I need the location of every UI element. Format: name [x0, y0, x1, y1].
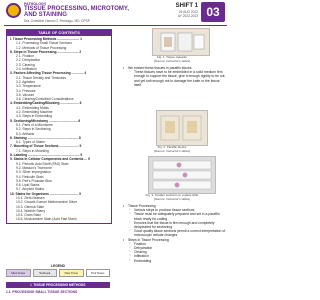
- sub-bullet-item: ○ Fixation: [122, 242, 226, 246]
- figure2-source: [Source: Instructor's slides]: [154, 148, 190, 153]
- legend-item-must-know: Must Know: [6, 269, 31, 277]
- toc-section-item[interactable]: I. Tissue Processing Methods ........................ 1: [10, 37, 82, 41]
- document-title-line1: TISSUE PROCESSING, MICROTOMY,: [24, 6, 129, 12]
- figure-tissue-cassette: [152, 28, 210, 56]
- bullet-item: • Tissue Processing: [122, 204, 226, 208]
- paraffin-bullets: [122, 66, 226, 87]
- sub-bullet-item: ○ Clearing: [122, 250, 226, 254]
- figure2-label: Fig. 2. Paraffin blocks: [157, 145, 187, 149]
- toc-section-item[interactable]: 5. Sectioning/Microtomy ............................... 6: [10, 118, 81, 123]
- instructor-name: Dra. Celestine Hanna G. Feniazgo, MD, DPSP: [24, 18, 90, 23]
- toc-subsection-item[interactable]: 10.5. Gram Stain: [16, 213, 41, 218]
- subsection-heading: 1.1. PROCESSING SMALL TISSUE SECTIONS: [6, 290, 78, 294]
- figure-paraffin-blocks: [156, 110, 208, 146]
- header-meta-block: [168, 3, 198, 18]
- header-title-block: [24, 2, 174, 23]
- legend-item-prof-notes: Prof Notes: [86, 269, 111, 277]
- toc-subsection-item[interactable]: 3.1. Tissue Density and Thickness: [16, 75, 66, 80]
- figure3-label: Fig. 3. Smaller sections on a glass slide: [145, 193, 199, 197]
- tissue-cassette-image: [153, 29, 209, 55]
- toc-subsection-item[interactable]: 3.2. Agitation: [16, 79, 36, 84]
- figure2-caption: [120, 146, 224, 153]
- toc-section-item[interactable]: 8. Labeling ........................................................ 9: [10, 153, 83, 158]
- legend-item-textbook: Textbook: [33, 269, 58, 277]
- toc-section-item[interactable]: 4. Embedding/Casting/Blocking .................... 6: [10, 101, 82, 106]
- legend: [6, 264, 110, 277]
- toc-subsection-item[interactable]: 10.1. Ziehl-Neelsen: [16, 195, 45, 200]
- toc-subsection-item[interactable]: 3.3. Temperature: [16, 84, 41, 89]
- toc-subsection-item[interactable]: 9.7. Amyloid Stains: [16, 187, 45, 192]
- toc-section-item[interactable]: 10. Stains for Organisms ............................... 9: [10, 191, 81, 196]
- paraffin-blocks-image: [157, 111, 207, 145]
- toc-subsection-item[interactable]: 2.3. Clearing: [16, 62, 35, 67]
- toc-subsection-item[interactable]: 4.1. Embedding Molds: [16, 105, 49, 110]
- toc-section-item[interactable]: II. Steps in Tissue Processing ....................... 2: [10, 49, 82, 54]
- sub-bullet-item: ○ Tissue must be adequately prepared and set in a paraffin block ready for cutting: [122, 212, 226, 220]
- glass-slides-image: [149, 157, 215, 193]
- sub-bullet-item: ○ Infiltration: [122, 254, 226, 258]
- toc-subsection-item[interactable]: 1.2. Methods of Tissue Processing: [16, 45, 67, 50]
- sub-bullet-item: ○ Various steps to produce tissue sections: [122, 208, 226, 212]
- shift-label: SHIFT 1: [175, 3, 198, 9]
- legend-title: LEGEND: [51, 264, 65, 268]
- toc-subsection-item[interactable]: 3.4. Pressure: [16, 88, 36, 93]
- toc-subsection-item[interactable]: 9.2. Masson's Trichrome: [16, 165, 52, 170]
- toc-subsection-item[interactable]: 2.4. Infiltration: [16, 67, 37, 72]
- toc-subsection-item[interactable]: 9.1. Periodic Acid Schiff (PAS) Stain: [16, 161, 69, 166]
- school-logo-icon: [6, 3, 21, 18]
- toc-subsection-item[interactable]: 9.5. Perl's Prussian Blue: [16, 178, 52, 183]
- figure3-caption: [120, 194, 224, 201]
- bullet-item: • Steps in Tissue Processing: [122, 238, 226, 242]
- figure-glass-slides: [148, 156, 216, 194]
- toc-subsection-item[interactable]: 10.4. Warthin Starry: [16, 208, 46, 213]
- trans-number-badge: 03: [201, 2, 225, 22]
- tissue-processing-bullets: [122, 204, 226, 263]
- figure1-label: Fig. 1. Tissue cassette: [157, 55, 187, 59]
- toc-subsection-item[interactable]: 4.3. Steps in Embedding: [16, 114, 52, 119]
- sub-bullet-item: ○ Ensures that the tissue is firm enough and completely dehydrated for sectioning: [122, 221, 226, 229]
- sub-bullet-item: ○ Embedding: [122, 259, 226, 263]
- toc-section-item[interactable]: 6. Staining ....................................................... 8: [10, 135, 81, 140]
- toc-subsection-item[interactable]: 4.2. Embedding Machine: [16, 110, 53, 115]
- toc-subsection-item[interactable]: 10.3. Giemsa Stain: [16, 204, 45, 209]
- toc-subsection-item[interactable]: 9.3. Silver Impregnation: [16, 170, 51, 175]
- toc-title: TABLE OF CONTENTS: [7, 30, 111, 36]
- toc-subsection-item[interactable]: 9.4. Reticulin Stain: [16, 174, 44, 179]
- figure1-source: [Source: Instructor's slides]: [154, 58, 190, 63]
- document-title-line2: AND STAINING: [24, 12, 67, 19]
- toc-section-item[interactable]: 9. Stains in Cellular Components and Contents ... 9: [10, 157, 90, 162]
- toc-subsection-item[interactable]: 7.1. Steps in Mounting: [16, 148, 49, 153]
- header-divider: [4, 25, 227, 26]
- sub-bullet-item: ○ These tissues have to be embedded in a solid medium firm enough to support the tissue, give it enough rigidity to be cut, and yet soft enough not to damage the knife or the tissue itself.: [122, 70, 226, 87]
- figure3-source: [Source: Instructor's slides]: [154, 196, 190, 201]
- toc-subsection-item[interactable]: 5.1. Parts of a Microtome: [16, 122, 53, 127]
- toc-subsection-item[interactable]: 5.2. Steps in Sectioning: [16, 127, 51, 132]
- toc-subsection-item[interactable]: 5.3. Artifacts: [16, 131, 35, 136]
- toc-section-item[interactable]: 7. Mounting of Tissue Sections ..................... 9: [10, 144, 82, 149]
- lecture-date: 24 AUG 2022: [178, 10, 198, 14]
- figure1-caption: [120, 56, 224, 63]
- toc-subsection-item[interactable]: 3.6. Clearing/Controlled Considerations: [16, 97, 74, 102]
- toc-subsection-item[interactable]: 9.6. Lipid Stains: [16, 183, 40, 188]
- toc-section-item[interactable]: 3. Factors Affecting Tissue Processing ............. 4: [10, 71, 87, 76]
- toc-subsection-item[interactable]: 1.1. Processing Small Tissue Sections: [16, 41, 72, 46]
- toc-list: [7, 36, 111, 223]
- sub-bullet-item: ○ Good quality tissue sections permit a correct interpretation of microscopic cellular changes: [122, 229, 226, 237]
- toc-subsection-item[interactable]: 10.2. Grocott-Gomori Methenamine Silver: [16, 200, 78, 205]
- toc-subsection-item[interactable]: 10.6. Mucicarmine Stain (Acid Fast Stain): [16, 217, 77, 222]
- bullet-item: • We embed these tissues in paraffin blocks: [122, 66, 226, 70]
- sub-bullet-item: ○ Dehydration: [122, 246, 226, 250]
- toc-subsection-item[interactable]: 6.1. Types of Stains: [16, 140, 45, 145]
- section-banner: I. TISSUE PROCESSING METHODS: [6, 282, 110, 288]
- legend-items: [6, 269, 110, 277]
- subject-label: PATHOLOGY: [24, 2, 47, 6]
- legend-item-past-trans: Past Trans: [59, 269, 84, 277]
- academic-year: AY 2022-2023: [177, 14, 198, 18]
- toc-subsection-item[interactable]: 3.5. Vacuum: [16, 92, 35, 97]
- toc-subsection-item[interactable]: 2.2. Dehydration: [16, 58, 41, 63]
- table-of-contents: [6, 29, 112, 224]
- toc-subsection-item[interactable]: 2.1. Fixation: [16, 54, 34, 59]
